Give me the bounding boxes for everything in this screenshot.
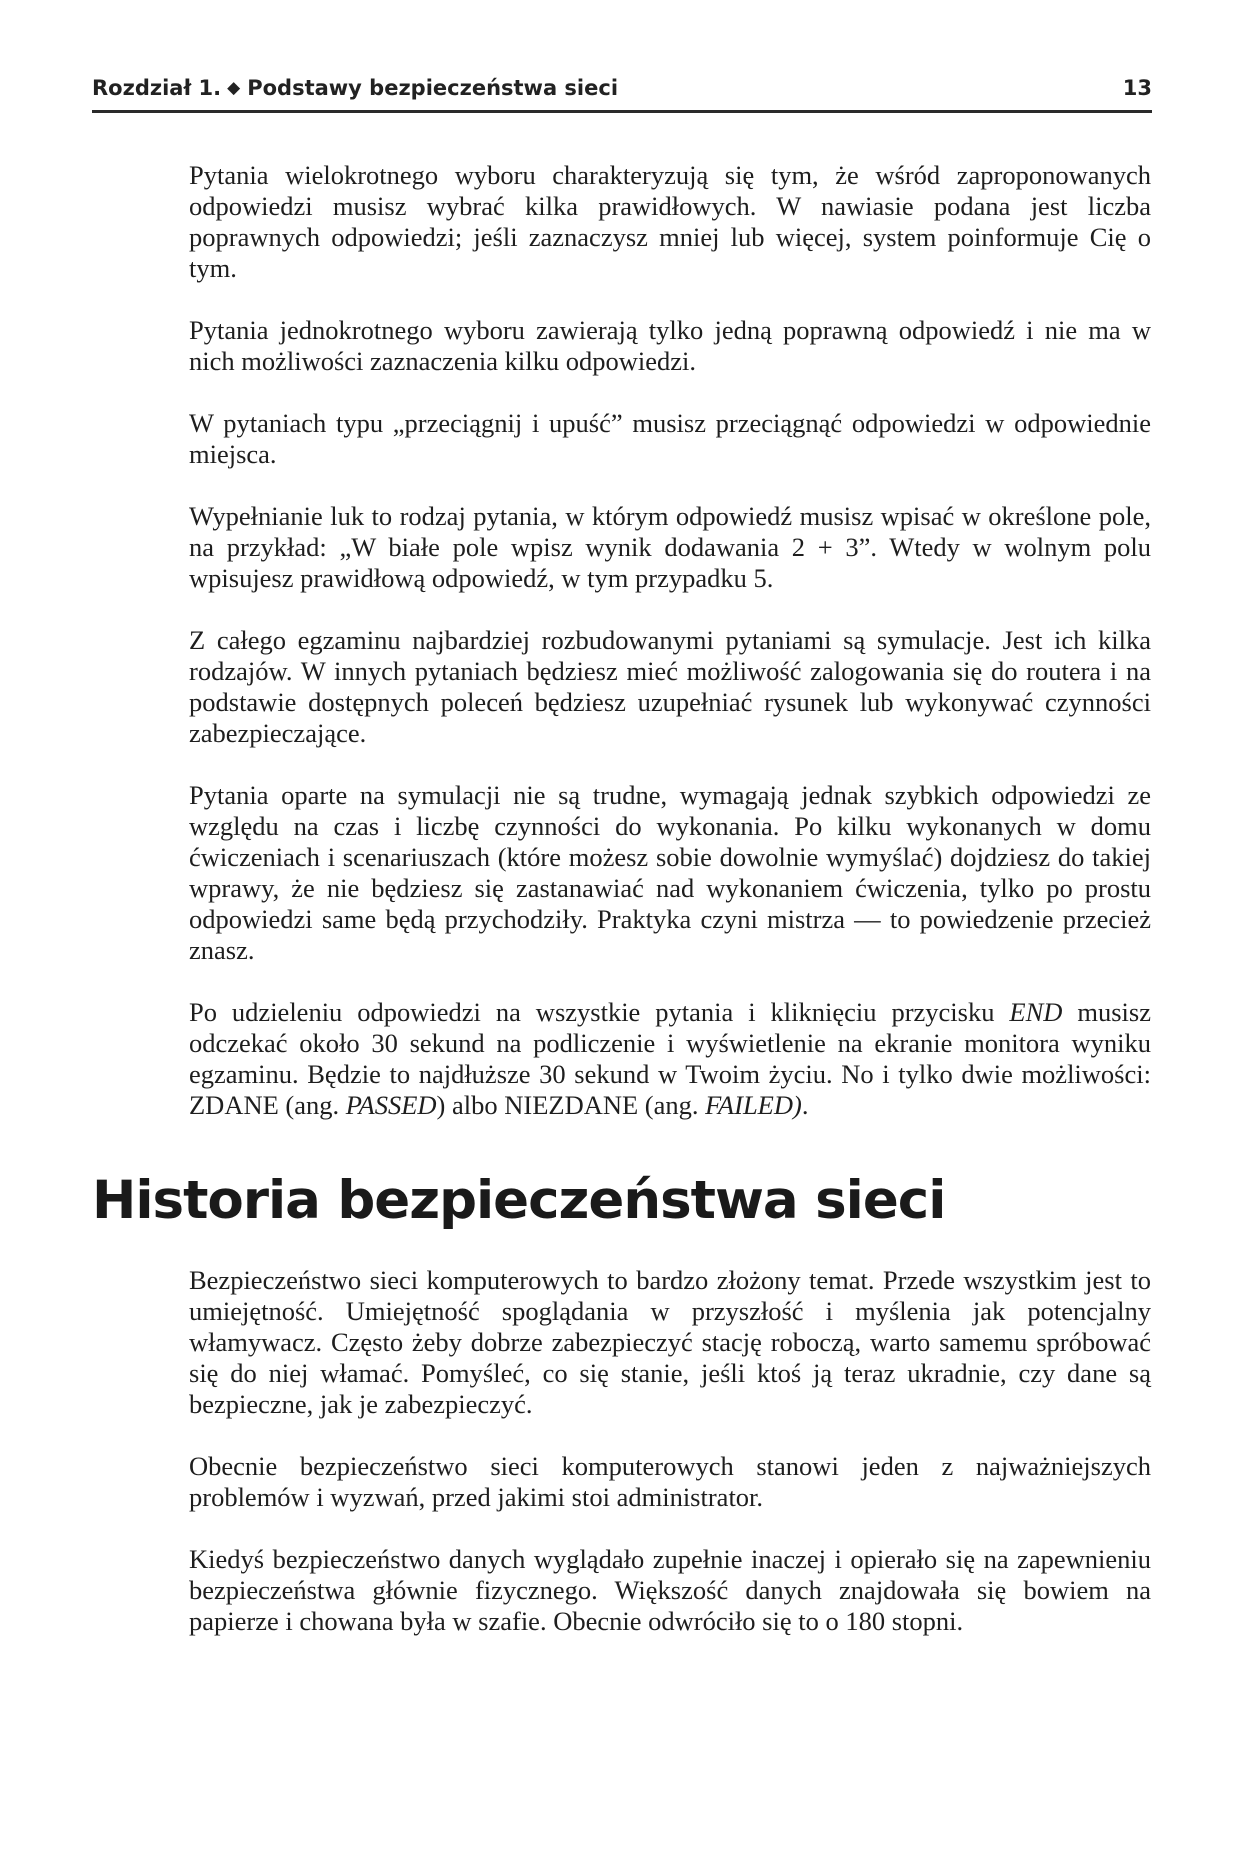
failed-term: FAILED): [705, 1090, 802, 1120]
chapter-title: Podstawy bezpieczeństwa sieci: [247, 76, 619, 100]
paragraph-drag-and-drop: W pytaniach typu „przeciągnij i upuść” musisz przeciągnąć odpowiedzi w odpowiednie miejsca.: [189, 408, 1151, 469]
paragraph-admin-challenge: Obecnie bezpieczeństwo sieci komputerowych stanowi jeden z najważniejszych problemów i wyzwań, przed jakimi stoi administrator.: [189, 1451, 1151, 1512]
chapter-label: Rozdział 1.: [92, 76, 222, 100]
paragraph-security-skill: Bezpieczeństwo sieci komputerowych to bardzo złożony temat. Przede wszystkim jest to umiejętność. Umiejętność spoglądania w przyszłość i myślenia jak potencjalny włamywacz. Często żeby dobrze zabezpieczyć stację roboczą, warto samemu spróbować się do niej włamać. Pomyśleć, co się stanie, jeśli ktoś ją teraz ukradnie, czy dane są bezpieczne, jak je zabezpieczyć.: [189, 1265, 1151, 1419]
paragraph-exam-result: [189, 997, 1151, 1121]
header-rule: [92, 110, 1152, 113]
section-intro-body: [189, 160, 1151, 1152]
passed-term: PASSED: [345, 1090, 437, 1120]
running-header-left: [92, 76, 618, 100]
paragraph-simulation-tips: Pytania oparte na symulacji nie są trudne, wymagają jednak szybkich odpowiedzi ze względu na czas i liczbę czynności do wykonania. Po kilku wykonanych w domu ćwiczeniach i scenariuszach (które możesz sobie dowolnie wymyślać) dojdziesz do takiej wprawy, że nie będziesz się zastanawiać nad wykonaniem ćwiczenia, tylko po prostu odpowiedzi same będą przychodziły. Praktyka czyni mistrza — to powiedzenie przecież znasz.: [189, 780, 1151, 965]
text-span: .: [801, 1090, 809, 1120]
paragraph-simulations: Z całego egzaminu najbardziej rozbudowanymi pytaniami są symulacje. Jest ich kilka rodzajów. W innych pytaniach będziesz mieć możliwość zalogowania się do routera i na podstawie dostępnych poleceń będziesz uzupełniać rysunek lub wykonywać czynności zabezpieczające.: [189, 625, 1151, 748]
section-history-body: [189, 1265, 1151, 1668]
diamond-separator-icon: ◆: [227, 78, 241, 98]
paragraph-single-choice: Pytania jednokrotnego wyboru zawierają tylko jedną poprawną odpowiedź i nie ma w nich możliwości zaznaczenia kilku odpowiedzi.: [189, 315, 1151, 376]
paragraph-physical-security: Kiedyś bezpieczeństwo danych wyglądało zupełnie inaczej i opierało się na zapewnieniu bezpieczeństwa głównie fizycznego. Większość danych znajdowała się bowiem na papierze i chowana była w szafie. Obecnie odwróciło się to o 180 stopni.: [189, 1544, 1151, 1636]
paragraph-fill-in-blank: Wypełnianie luk to rodzaj pytania, w którym odpowiedź musisz wpisać w określone pole, na przykład: „W białe pole wpisz wynik dodawania 2 + 3”. Wtedy w wolnym polu wpisujesz prawidłową odpowiedź, w tym przypadku 5.: [189, 501, 1151, 593]
text-span: musisz odczekać około 30 sekund na podliczenie i wyświetlenie na ekranie monitora wyniku egzaminu. Będzie to najdłuższe 30 sekund w Twoim życiu. No i tylko dwie możliwości: ZDANE (ang.: [189, 997, 1151, 1120]
text-span: Po udzieleniu odpowiedzi na wszystkie pytania i kliknięciu przycisku: [189, 997, 1010, 1027]
paragraph-multiple-choice: Pytania wielokrotnego wyboru charakteryzują się tym, że wśród zaproponowanych odpowiedzi musisz wybrać kilka prawidłowych. W nawiasie podana jest liczba poprawnych odpowiedzi; jeśli zaznaczysz mniej lub więcej, system poinformuje Cię o tym.: [189, 160, 1151, 283]
end-button-term: END: [1009, 997, 1063, 1027]
page-number: 13: [1122, 76, 1152, 100]
section-heading: Historia bezpieczeństwa sieci: [92, 1170, 946, 1231]
running-header: [92, 76, 1152, 106]
text-span: ) albo NIEZDANE (ang.: [436, 1090, 706, 1120]
